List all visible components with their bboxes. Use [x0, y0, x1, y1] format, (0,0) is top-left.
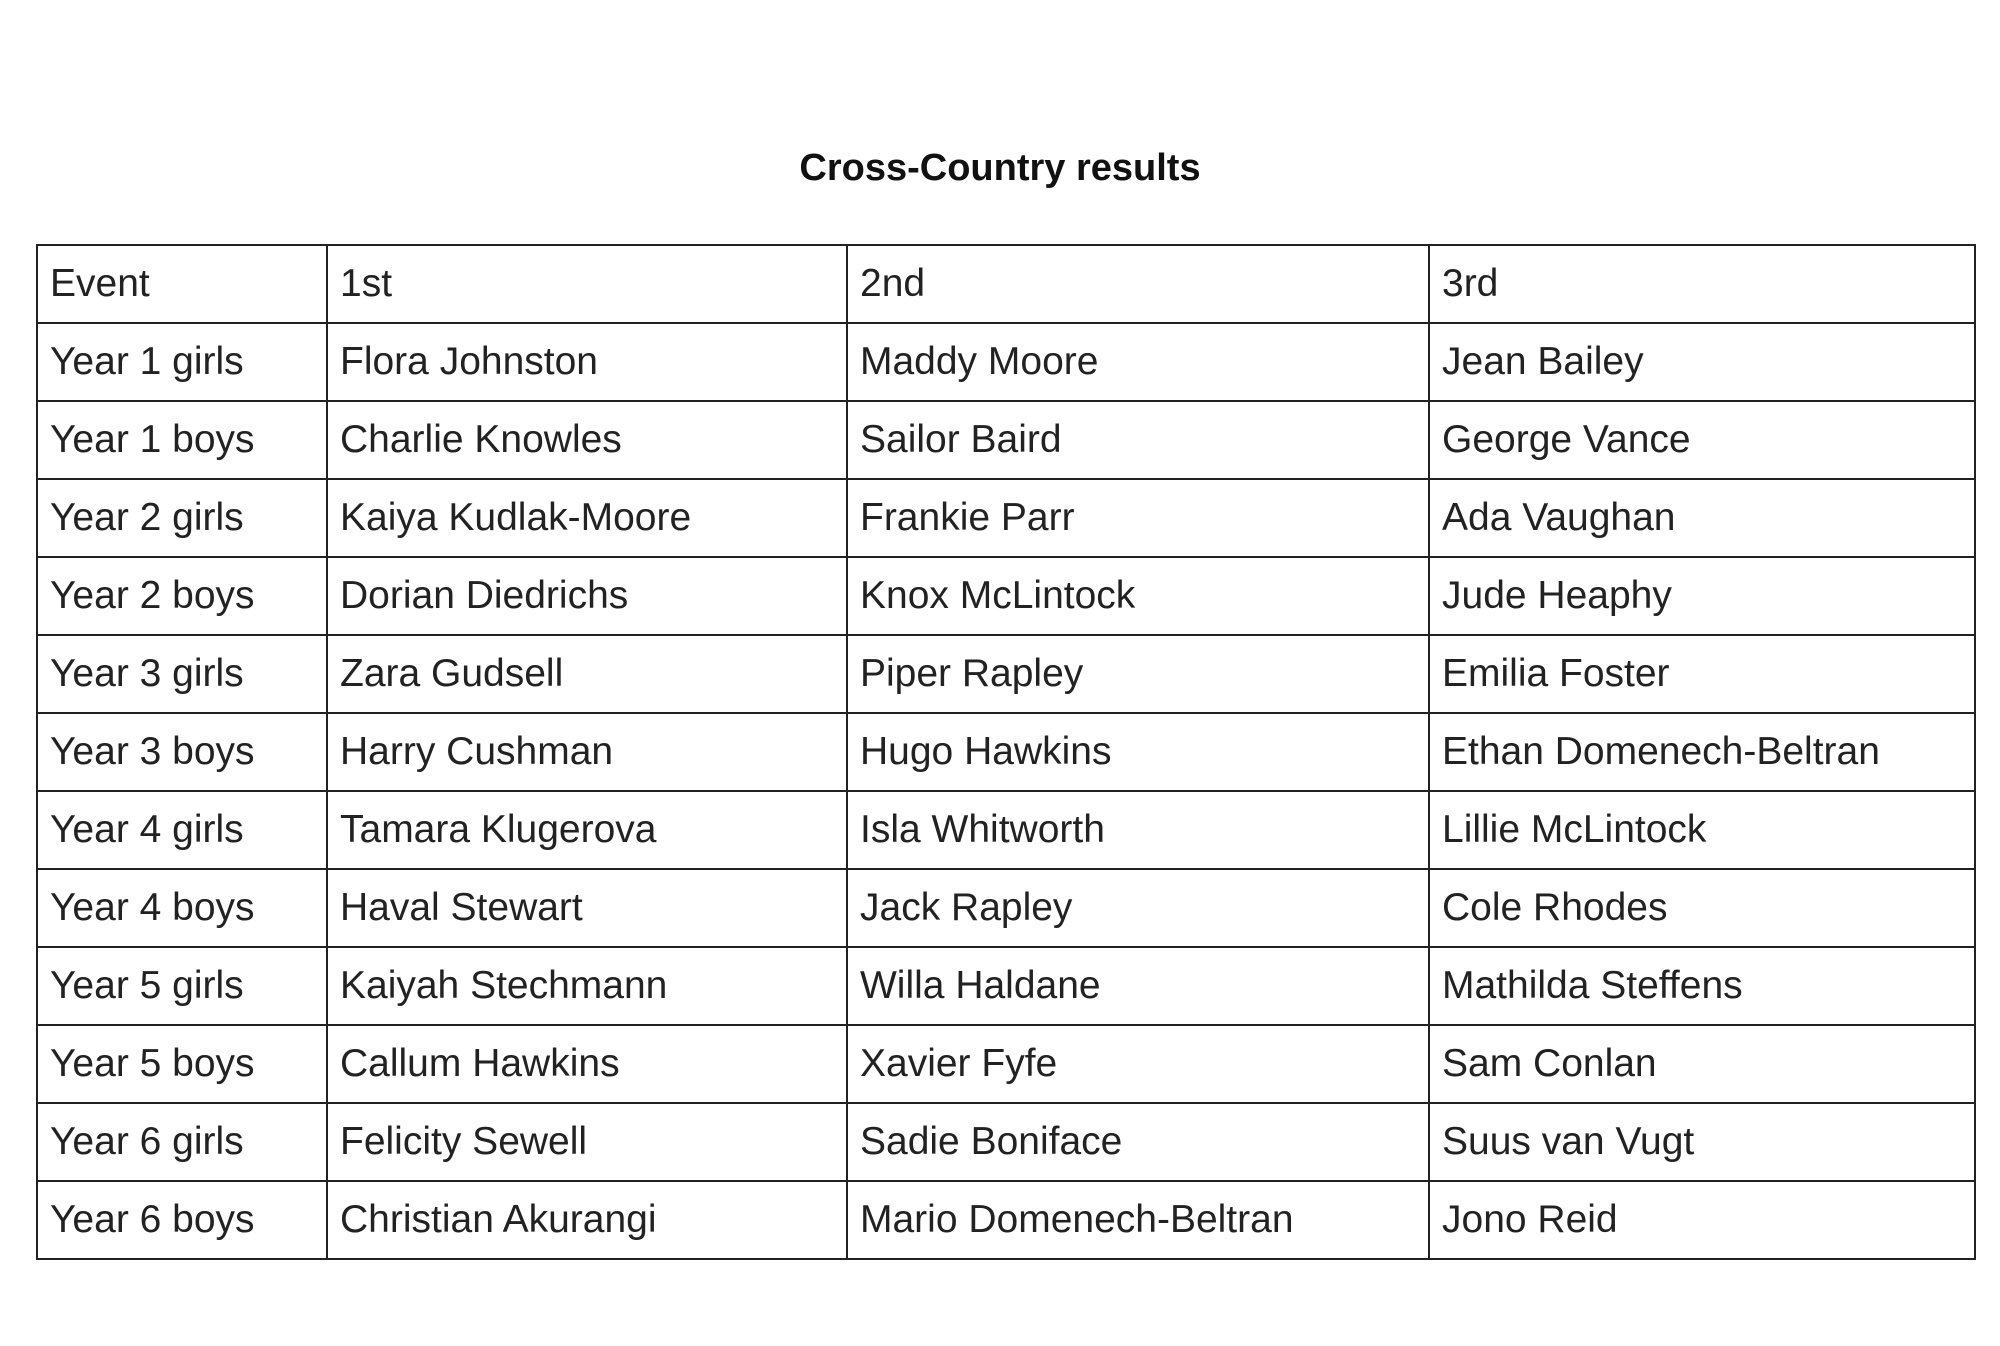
second-place-cell: Xavier Fyfe	[847, 1025, 1429, 1103]
table-row	[37, 713, 1975, 791]
event-cell: Year 4 boys	[37, 869, 327, 947]
first-place-cell: Kaiyah Stechmann	[327, 947, 847, 1025]
table-row	[37, 557, 1975, 635]
third-place-cell: Ethan Domenech-Beltran	[1429, 713, 1975, 791]
event-cell: Year 5 girls	[37, 947, 327, 1025]
third-place-cell: George Vance	[1429, 401, 1975, 479]
first-place-cell: Haval Stewart	[327, 869, 847, 947]
header-cell-2nd: 2nd	[847, 245, 1429, 323]
second-place-cell: Frankie Parr	[847, 479, 1429, 557]
table-row	[37, 791, 1975, 869]
first-place-cell: Harry Cushman	[327, 713, 847, 791]
first-place-cell: Dorian Diedrichs	[327, 557, 847, 635]
table-row	[37, 401, 1975, 479]
page-title: Cross-Country results	[799, 147, 1201, 189]
first-place-cell: Christian Akurangi	[327, 1181, 847, 1259]
third-place-cell: Mathilda Steffens	[1429, 947, 1975, 1025]
third-place-cell: Jude Heaphy	[1429, 557, 1975, 635]
third-place-cell: Cole Rhodes	[1429, 869, 1975, 947]
event-cell: Year 4 girls	[37, 791, 327, 869]
table-row	[37, 1181, 1975, 1259]
second-place-cell: Sailor Baird	[847, 401, 1429, 479]
table-row	[37, 947, 1975, 1025]
third-place-cell: Jono Reid	[1429, 1181, 1975, 1259]
table-row	[37, 479, 1975, 557]
event-cell: Year 6 girls	[37, 1103, 327, 1181]
header-cell-1st: 1st	[327, 245, 847, 323]
event-cell: Year 2 boys	[37, 557, 327, 635]
third-place-cell: Ada Vaughan	[1429, 479, 1975, 557]
table-row	[37, 1025, 1975, 1103]
results-table-body	[37, 245, 1975, 1259]
second-place-cell: Jack Rapley	[847, 869, 1429, 947]
second-place-cell: Piper Rapley	[847, 635, 1429, 713]
event-cell: Year 3 girls	[37, 635, 327, 713]
second-place-cell: Hugo Hawkins	[847, 713, 1429, 791]
first-place-cell: Zara Gudsell	[327, 635, 847, 713]
table-header-row	[37, 245, 1975, 323]
event-cell: Year 1 girls	[37, 323, 327, 401]
header-cell-event: Event	[37, 245, 327, 323]
table-row	[37, 1103, 1975, 1181]
table-row	[37, 869, 1975, 947]
first-place-cell: Flora Johnston	[327, 323, 847, 401]
event-cell: Year 1 boys	[37, 401, 327, 479]
third-place-cell: Suus van Vugt	[1429, 1103, 1975, 1181]
third-place-cell: Emilia Foster	[1429, 635, 1975, 713]
second-place-cell: Mario Domenech-Beltran	[847, 1181, 1429, 1259]
third-place-cell: Jean Bailey	[1429, 323, 1975, 401]
results-table	[36, 244, 1976, 1260]
event-cell: Year 2 girls	[37, 479, 327, 557]
first-place-cell: Callum Hawkins	[327, 1025, 847, 1103]
first-place-cell: Tamara Klugerova	[327, 791, 847, 869]
first-place-cell: Charlie Knowles	[327, 401, 847, 479]
event-cell: Year 5 boys	[37, 1025, 327, 1103]
table-row	[37, 323, 1975, 401]
table-row	[37, 635, 1975, 713]
third-place-cell: Sam Conlan	[1429, 1025, 1975, 1103]
header-cell-3rd: 3rd	[1429, 245, 1975, 323]
event-cell: Year 3 boys	[37, 713, 327, 791]
first-place-cell: Felicity Sewell	[327, 1103, 847, 1181]
first-place-cell: Kaiya Kudlak-Moore	[327, 479, 847, 557]
second-place-cell: Knox McLintock	[847, 557, 1429, 635]
second-place-cell: Sadie Boniface	[847, 1103, 1429, 1181]
second-place-cell: Isla Whitworth	[847, 791, 1429, 869]
second-place-cell: Maddy Moore	[847, 323, 1429, 401]
third-place-cell: Lillie McLintock	[1429, 791, 1975, 869]
event-cell: Year 6 boys	[37, 1181, 327, 1259]
second-place-cell: Willa Haldane	[847, 947, 1429, 1025]
